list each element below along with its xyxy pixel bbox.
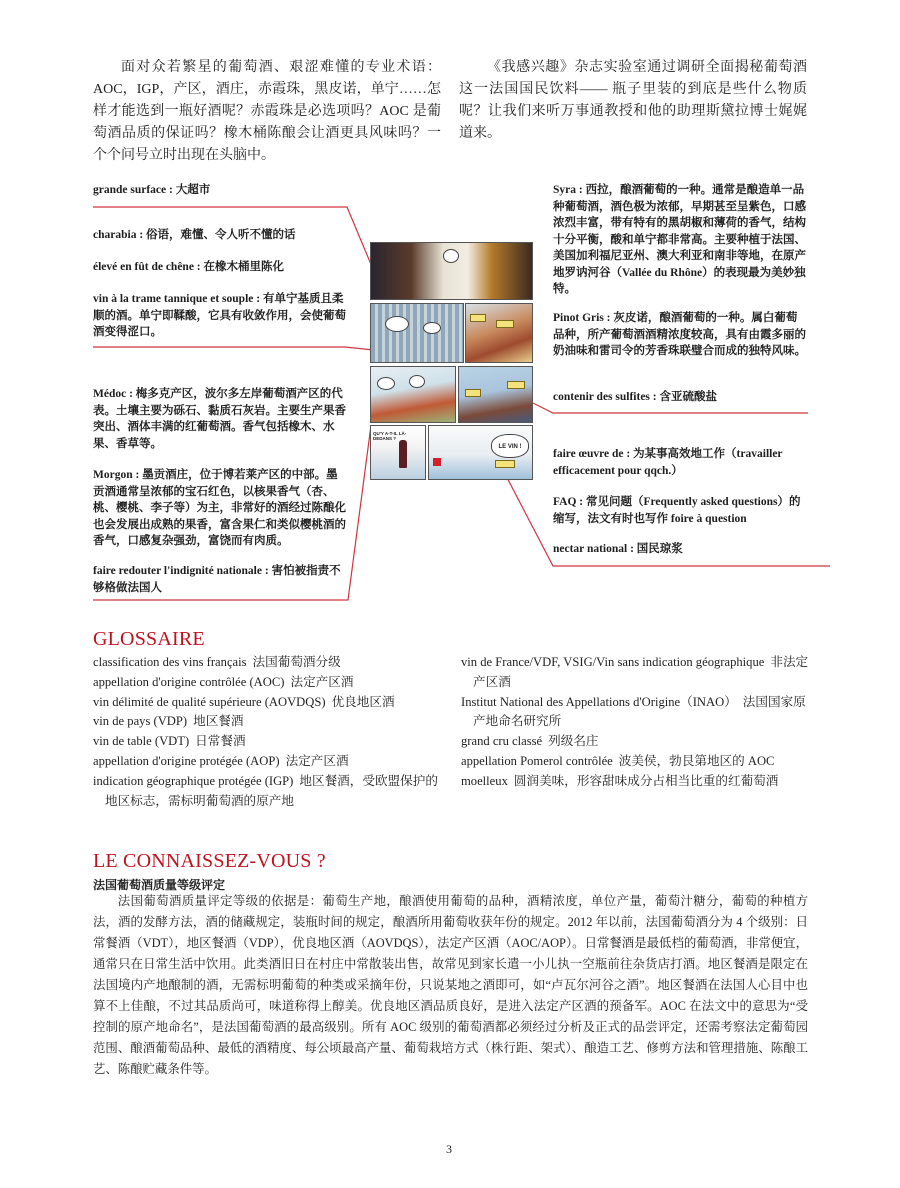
glossary-item (461, 693, 811, 733)
chinese-term: 法定产区酒 (285, 753, 349, 768)
callout-morgon (93, 467, 348, 550)
term: grande surface : (93, 184, 173, 196)
definition: 常见问题（Frequently asked questions）的缩写，法文有时也写作 foire à question (553, 496, 801, 525)
comic-panel-professor (465, 303, 533, 363)
definition: 国民琼浆 (633, 543, 683, 555)
logo-mark (433, 458, 441, 466)
chinese-term: 日常餐酒 (195, 734, 246, 749)
glossary-item (93, 752, 448, 772)
glossary-item (93, 653, 448, 673)
caption-box (507, 381, 525, 389)
callout-indignite (93, 563, 348, 596)
glossary-item (461, 732, 811, 752)
chinese-term: 波美侯，勃艮第地区的 AOC (618, 753, 775, 768)
chinese-term: 列级名庄 (548, 734, 599, 749)
term: faire redouter l'indignité nationale : (93, 565, 269, 577)
glossary-item (93, 732, 448, 752)
definition: 梅多克产区，波尔多左岸葡萄酒产区的代表。土壤主要为砾石、黏质石灰岩。主要生产果香突出、酒体丰满的红葡萄酒。香气包括橡木、水果、香草等。 (93, 388, 346, 450)
glossary-item (93, 673, 448, 693)
speech-bubble (491, 434, 529, 458)
speech-bubble (409, 375, 425, 388)
speech-bubble (385, 316, 409, 332)
glossary-item (93, 712, 448, 732)
glossary-item (461, 752, 811, 772)
chinese-term: 圆润美味，形容甜味成分占相当比重的红葡萄酒 (513, 773, 779, 788)
comic-panel-bottles (370, 242, 533, 300)
comic-strip-image (370, 242, 533, 480)
definition: 西拉，酿酒葡萄的一种。通常是酿造单一品种葡萄酒，酒色极为浓郁，早期甚至呈紫色，口感浓烈丰富，带有特有的黑胡椒和薄荷的香气，结构十分平衡，酸和单宁都非常高。主要种植于法国、美国加利福尼亚州、澳大利亚和南非等地，在原产地罗讷河谷（Vallée du Rhône）的表现最为美妙独特。 (553, 184, 806, 295)
term: faire œuvre de : (553, 448, 631, 460)
definition: 俗语，难懂、令人听不懂的话 (143, 229, 296, 241)
callout-faire-oeuvre (553, 446, 808, 479)
callout-trame-tannique (93, 291, 348, 341)
comic-panel-cellar (370, 303, 464, 363)
chinese-term: 法国葡萄酒分级 (252, 655, 341, 669)
speech-text-question: QU'Y A-T-IL LÀ-DEDANS ? (373, 431, 407, 441)
comic-panel-tasting (370, 366, 456, 423)
chinese-term: 地区餐酒 (193, 714, 244, 729)
chinese-term: 优良地区酒 (331, 694, 395, 709)
glossaire-left-list (93, 653, 448, 811)
glossary-item (93, 693, 448, 713)
french-term: appellation d'origine protégée (AOP) (93, 753, 280, 768)
connaissez-subtitle: 法国葡萄酒质量等级评定 (93, 878, 226, 892)
definition: 含亚硫酸盐 (656, 391, 717, 403)
term: contenir des sulfites : (553, 391, 657, 403)
french-term: vin délimité de qualité supérieure (AOVDQS) (93, 694, 326, 709)
glossaire-heading: GLOSSAIRE (93, 628, 205, 650)
callout-syra (553, 182, 808, 298)
callout-eleve-en-fut (93, 259, 348, 276)
french-term: moelleux (461, 773, 508, 788)
glossary-item (461, 653, 811, 693)
term: FAQ : (553, 496, 584, 508)
caption-box (496, 320, 514, 328)
callout-medoc (93, 386, 348, 452)
callout-pinot-gris (553, 310, 808, 360)
term: Morgon : (93, 469, 140, 481)
page-number: 3 (446, 1142, 452, 1156)
chinese-term: 地区餐酒，受欧盟保护的地区标志，需标明葡萄酒的原产地 (105, 773, 438, 808)
callout-grande-surface (93, 182, 348, 199)
callout-nectar (553, 541, 808, 558)
speech-text-answer: LE VIN ! (498, 444, 522, 450)
french-term: vin de table (VDT) (93, 734, 190, 749)
intro-left-paragraph: 面对众若繁星的葡萄酒、艰涩难懂的专业术语：AOC，IGP，产区，酒庄，赤霞珠，黑皮诺，单宁……怎样才能选到一瓶好酒呢？赤霞珠是必选项吗？AOC 是葡萄酒品质的保证吗？橡木桶陈酿会让酒更具风味吗？一个个问号立时出现在头脑中。 (93, 60, 441, 163)
comic-panel-question (370, 425, 426, 480)
definition: 墨贡酒庄，位于博若莱产区的中部。墨贡酒通常呈浓郁的宝石红色，以核果香气（杏、桃、樱桃、李子等）为主，非常好的酒经过陈酿化也会发展出成熟的果香，富含果仁和类似樱桃酒的香气，口感复杂强劲，富饶而有肉质。 (93, 469, 346, 547)
caption-box (465, 389, 481, 397)
intro-right-paragraph: 《我感兴趣》杂志实验室通过调研全面揭秘葡萄酒这一法国国民饮料—— 瓶子里装的到底是些什么物质呢？让我们来听万事通教授和他的助理斯黛拉博士娓娓道来。 (459, 60, 807, 141)
callout-faq (553, 494, 808, 527)
callout-charabia (93, 227, 348, 244)
definition: 为某事高效地工作（travailler efficacement pour qqch.） (553, 448, 783, 477)
speech-bubble (377, 377, 395, 390)
glossary-item (461, 772, 811, 792)
french-term: classification des vins français (93, 655, 247, 669)
definition: 灰皮诺，酿酒葡萄的一种。属白葡萄品种，所产葡萄酒酒精浓度较高，具有由霞多丽的奶油味和雷司令的芳香珠联璧合而成的独特风味。 (553, 312, 806, 357)
caption-box (470, 314, 486, 322)
glossaire-right-list (461, 653, 811, 792)
wine-bottle-drawing (399, 440, 407, 468)
chinese-term: 非法定产区酒 (473, 655, 809, 689)
term: Médoc : (93, 388, 133, 400)
definition: 大超市 (172, 184, 211, 196)
french-term: grand cru classé (461, 734, 543, 749)
french-term: Institut National des Appellations d'Origine（INAO） (461, 694, 737, 709)
chinese-term: 法定产区酒 (290, 674, 354, 689)
term: Syra : (553, 184, 583, 196)
term: Pinot Gris : (553, 312, 611, 324)
glossary-item (93, 772, 448, 812)
french-term: vin de pays (VDP) (93, 714, 188, 729)
term: nectar national : (553, 543, 634, 555)
term: charabia : (93, 229, 144, 241)
comic-panel-group (458, 366, 533, 423)
speech-bubble (443, 249, 459, 263)
caption-box (495, 460, 515, 468)
definition: 在橡木桶里陈化 (200, 261, 284, 273)
definition: 害怕被指责不够格做法国人 (93, 565, 341, 594)
french-term: appellation Pomerol contrôlée (461, 753, 613, 768)
french-term: vin de France/VDF, VSIG/Vin sans indication géographique (461, 655, 765, 669)
definition: 有单宁基质且柔顺的酒。单宁即鞣酸，它具有收敛作用，会使葡萄酒变得涩口。 (93, 293, 346, 338)
speech-bubble (423, 322, 441, 334)
callout-sulfites (553, 389, 808, 406)
french-term: indication géographique protégée (IGP) (93, 773, 294, 788)
french-term: appellation d'origine contrôlée (AOC) (93, 674, 285, 689)
term: vin à la trame tannique et souple : (93, 293, 261, 305)
chinese-term: 法国国家原产地命名研究所 (473, 694, 806, 729)
comic-panel-answer (428, 425, 533, 480)
term: élevé en fût de chêne : (93, 261, 201, 273)
connaissez-heading: LE CONNAISSEZ-VOUS ? (93, 850, 326, 872)
connaissez-body: 法国葡萄酒质量评定等级的依据是：葡萄生产地，酿酒使用葡萄的品种，酒精浓度，单位产量，葡萄汁糖分，葡萄的种植方法，酒的发酵方法，酒的储藏规定，装瓶时间的规定，酿酒所用葡萄收获年份的规定。2012 年以前，法国葡萄酒分为 4 个级别：日常餐酒（VDT），地区餐酒（VDP），优良地区酒（AOVDQS），法定产区酒（AOC/AOP）。日常餐酒是最低档的葡萄酒，非常便宜，通常只在日常生活中饮用。此类酒旧日在村庄中常散装出售，故常见到家长遣一小儿执一空瓶前往杂货店打酒。地区餐酒是限定在法国境内产地酿制的酒，无需标明葡萄的种类或采摘年份，只说某地之酒即可，如“卢瓦尔河谷之酒”。地区餐酒在法国人心目中也算不上佳酿，不过其品质尚可，味道称得上醇美。优良地区酒品质良好，是进入法定产区酒的预备军。AOC 在法文中的意思为“受控制的原产地命名”，是法国葡萄酒的最高级别。所有 AOC 级别的葡萄酒都必须经过分析及正式的品尝评定，还需考察法定葡萄园范围、酿酒葡萄品种、最低的酒精度、每公顷最高产量、葡萄栽培方式（株行距、架式）、酿造工艺、修剪方法和管理措施、陈酿工艺、陈酿贮藏条件等。 (93, 894, 808, 1076)
